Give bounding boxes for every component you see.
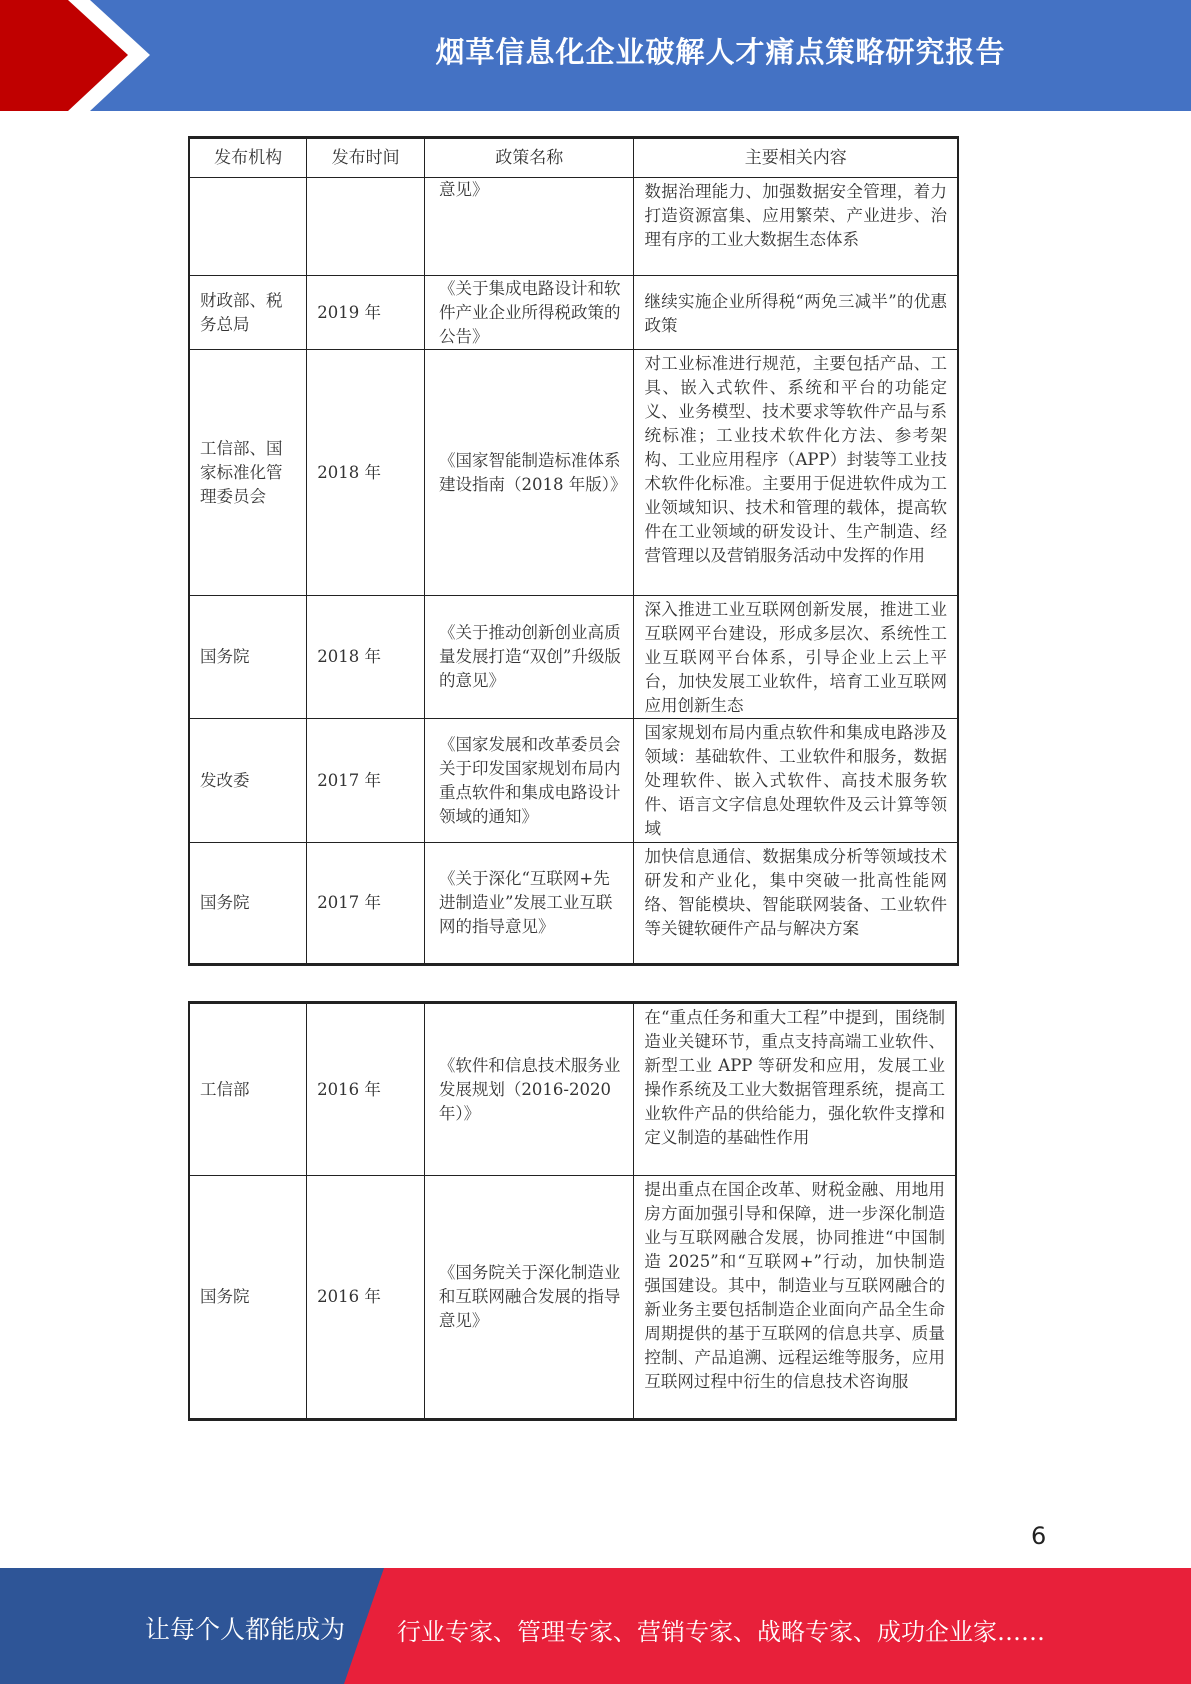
year-cell: 2019 年: [307, 276, 425, 350]
policy-cell: 《国家发展和改革委员会关于印发国家规划布局内重点软件和集成电路设计领域的通知》: [425, 719, 634, 843]
content-cell: 继续实施企业所得税“两免三减半”的优惠政策: [634, 276, 958, 350]
column-header-content: 主要相关内容: [634, 138, 958, 178]
policy-cell: 《国务院关于深化制造业和互联网融合发展的指导意见》: [424, 1176, 633, 1420]
content-cell: 在“重点任务和重大工程”中提到，围绕制造业关键环节，重点支持高端工业软件、新型工业 APP 等研发和应用，发展工业操作系统及工业大数据管理系统，提高工业软件产品的供给能力，强化软件支撑和定义制造的基础性作用: [634, 1003, 956, 1176]
table-row: [189, 178, 958, 276]
report-title: 烟草信息化企业破解人才痛点策略研究报告: [435, 35, 1006, 69]
policy-cell: 《关于推动创新创业高质量发展打造“双创”升级版的意见》: [425, 596, 634, 719]
footer-slogan-left: 让每个人都能成为: [145, 1615, 346, 1644]
year-cell: 2017 年: [307, 719, 425, 843]
page-number: 6: [1031, 1522, 1047, 1550]
table-row: [189, 276, 958, 350]
org-cell: 国务院: [189, 1176, 307, 1420]
org-cell: 发改委: [189, 719, 307, 843]
year-cell: 2017 年: [307, 843, 425, 965]
table-header-row: [189, 138, 958, 178]
table-row: [189, 350, 958, 596]
table-row: [189, 596, 958, 719]
year-cell: 2018 年: [307, 350, 425, 596]
column-header-policy: 政策名称: [425, 138, 634, 178]
year-cell: 2016 年: [307, 1176, 425, 1420]
page-header: [0, 0, 1191, 111]
content-cell: 提出重点在国企改革、财税金融、用地用房方面加强引导和保障，进一步深化制造业与互联网融合发展，协同推进“中国制造 2025”和“互联网+”行动，加快制造强国建设。其中，制造业与互联网融合的新业务主要包括制造企业面向产品全生命周期提供的基于互联网的信息共享、质量控制、产品追溯、远程运维等服务，应用互联网过程中衍生的信息技术咨询服: [634, 1176, 956, 1420]
org-cell: 工信部、国家标准化管理委员会: [189, 350, 307, 596]
policy-cell: 《关于深化“互联网+先进制造业”发展工业互联网的指导意见》: [425, 843, 634, 965]
content-cell: 数据治理能力、加强数据安全管理，着力打造资源富集、应用繁荣、产业进步、治理有序的工业大数据生态体系: [634, 178, 958, 276]
table-row: [189, 1003, 956, 1176]
year-cell: [307, 178, 425, 276]
content-cell: 加快信息通信、数据集成分析等领域技术研发和产业化，集中突破一批高性能网络、智能模块、智能联网装备、工业软件等关键软硬件产品与解决方案: [634, 843, 958, 965]
policy-cell: 《软件和信息技术服务业发展规划（2016-2020 年）》: [424, 1003, 633, 1176]
policy-table-part-1: [188, 136, 959, 966]
content-cell: 深入推进工业互联网创新发展，推进工业互联网平台建设，形成多层次、系统性工业互联网平台体系，引导企业上云上平台，加快发展工业软件，培育工业互联网应用创新生态: [634, 596, 958, 719]
table-row: [189, 843, 958, 965]
org-cell: 工信部: [189, 1003, 307, 1176]
org-cell: 财政部、税务总局: [189, 276, 307, 350]
year-cell: 2018 年: [307, 596, 425, 719]
policy-table-part-2: [188, 1001, 957, 1421]
policy-cell: 《关于集成电路设计和软件产业企业所得税政策的公告》: [425, 276, 634, 350]
column-header-year: 发布时间: [307, 138, 425, 178]
column-header-org: 发布机构: [189, 138, 307, 178]
content-cell: 国家规划布局内重点软件和集成电路涉及领域：基础软件、工业软件和服务，数据处理软件、嵌入式软件、高技术服务软件、语言文字信息处理软件及云计算等领域: [634, 719, 958, 843]
policy-cell: 意见》: [425, 178, 634, 276]
org-cell: [189, 178, 307, 276]
table-row: [189, 1176, 956, 1420]
footer-slogan-right: 行业专家、管理专家、营销专家、战略专家、成功企业家……: [397, 1618, 1045, 1646]
org-cell: 国务院: [189, 596, 307, 719]
org-cell: 国务院: [189, 843, 307, 965]
table-row: [189, 719, 958, 843]
content-cell: 对工业标准进行规范，主要包括产品、工具、嵌入式软件、系统和平台的功能定义、业务模型、技术要求等软件产品与系统标准；工业技术软件化方法、参考架构、工业应用程序（APP）封装等工业技术软件化标准。主要用于促进软件成为工业领域知识、技术和管理的载体，提高软件在工业领域的研发设计、生产制造、经营管理以及营销服务活动中发挥的作用: [634, 350, 958, 596]
page-footer: [0, 1568, 1191, 1684]
year-cell: 2016 年: [307, 1003, 425, 1176]
policy-cell: 《国家智能制造标准体系建设指南（2018 年版）》: [425, 350, 634, 596]
